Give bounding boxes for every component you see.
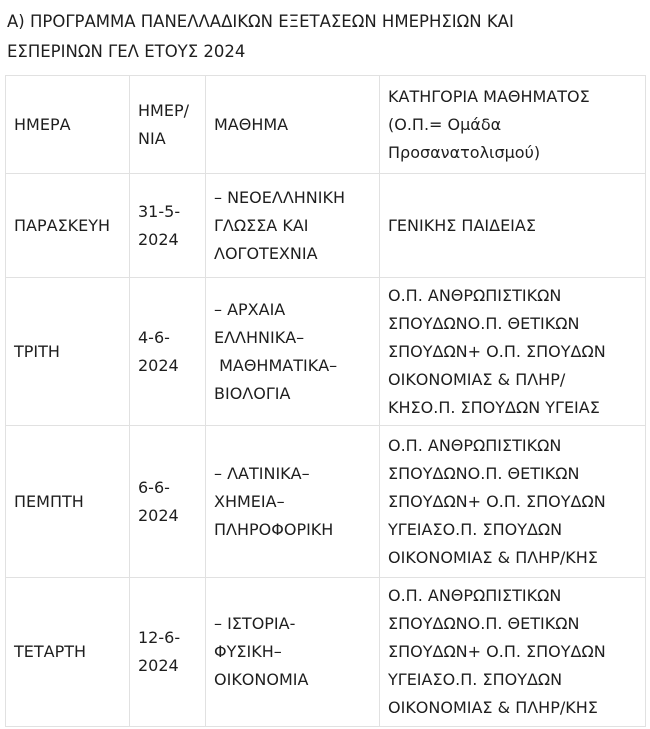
subject-line: ΕΛΛΗΝΙΚΑ–: [214, 327, 305, 347]
subject-line: – ΛΑΤΙΝΙΚΑ–: [214, 463, 310, 483]
category-line: ΣΠΟΥΔΩΝ+ Ο.Π. ΣΠΟΥΔΩΝ: [388, 491, 606, 511]
category-line: ΥΓΕΙΑΣΟ.Π. ΣΠΟΥΔΩΝ: [388, 519, 563, 539]
table-row: [6, 578, 646, 727]
category-line: ΥΓΕΙΑΣΟ.Π. ΣΠΟΥΔΩΝ: [388, 670, 563, 689]
schedule-heading: [7, 7, 607, 67]
day-cell: [6, 426, 130, 578]
subject-line: ΟΙΚΟΝΟΜΙΑ: [214, 670, 309, 689]
header-category-line: Προσανατολισμού): [388, 142, 541, 162]
category-line: ΟΙΚΟΝΟΜΙΑΣ & ΠΛΗΡ/: [388, 369, 566, 389]
category-line: ΣΠΟΥΔΩΝΟ.Π. ΘΕΤΙΚΩΝ: [388, 463, 580, 483]
subject-cell: [206, 426, 380, 578]
subject-cell: [206, 278, 380, 426]
subject-line: – ΙΣΤΟΡΙΑ-: [214, 614, 296, 633]
date-line: 4-6-: [138, 327, 170, 347]
date-line: 2024: [138, 656, 179, 675]
date-line: 12-6-: [138, 628, 181, 647]
header-row: [6, 76, 646, 174]
subject-line: ΒΙΟΛΟΓΙΑ: [214, 383, 291, 403]
date-cell: [130, 174, 206, 278]
day-text: ΠΕΜΠΤΗ: [14, 491, 84, 511]
subject-line: ΧΗΜΕΙΑ–: [214, 491, 285, 511]
day-cell: [6, 578, 130, 727]
header-category: [380, 76, 646, 174]
category-line: Ο.Π. ΑΝΘΡΩΠΙΣΤΙΚΩΝ: [388, 435, 562, 455]
table-row: [6, 278, 646, 426]
subject-line: ΜΑΘΗΜΑΤΙΚΑ–: [214, 355, 338, 375]
heading-line-1: Α) ΠΡΟΓΡΑΜΜΑ ΠΑΝΕΛΛΑΔΙΚΩΝ ΕΞΕΤΑΣΕΩΝ ΗΜΕΡΗΣΙΩΝ ΚΑΙ: [7, 12, 514, 31]
category-line: Ο.Π. ΑΝΘΡΩΠΙΣΤΙΚΩΝ: [388, 586, 562, 605]
category-line: ΟΙΚΟΝΟΜΙΑΣ & ΠΛΗΡ/ΚΗΣ: [388, 547, 598, 567]
date-line: 31-5-: [138, 201, 181, 221]
category-line: ΓΕΝΙΚΗΣ ΠΑΙΔΕΙΑΣ: [388, 215, 536, 235]
date-line: 6-6-: [138, 477, 170, 497]
day-cell: [6, 278, 130, 426]
header-day: [6, 76, 130, 174]
header-day-label: ΗΜΕΡΑ: [14, 114, 71, 134]
header-category-line: ΚΑΤΗΓΟΡΙΑ ΜΑΘΗΜΑΤΟΣ: [388, 86, 590, 106]
subject-line: ΓΛΩΣΣΑ ΚΑΙ: [214, 215, 309, 235]
subject-line: – ΑΡΧΑΙΑ: [214, 299, 286, 319]
subject-cell: [206, 578, 380, 727]
heading-line-2: ΕΣΠΕΡΙΝΩΝ ΓΕΛ ΕΤΟΥΣ 2024: [7, 42, 246, 61]
header-subject-label: ΜΑΘΗΜΑ: [214, 114, 289, 134]
header-subject: [206, 76, 380, 174]
subject-line: – ΝΕΟΕΛΛΗΝΙΚΗ: [214, 187, 345, 207]
category-line: Ο.Π. ΑΝΘΡΩΠΙΣΤΙΚΩΝ: [388, 285, 562, 305]
subject-line: ΦΥΣΙΚΗ–: [214, 642, 282, 661]
table-row: [6, 426, 646, 578]
day-cell: [6, 174, 130, 278]
category-line: ΟΙΚΟΝΟΜΙΑΣ & ΠΛΗΡ/ΚΗΣ: [388, 698, 598, 717]
subject-line: ΠΛΗΡΟΦΟΡΙΚΗ: [214, 519, 334, 539]
date-line: 2024: [138, 355, 179, 375]
subject-line: ΛΟΓΟΤΕΧΝΙΑ: [214, 243, 318, 263]
date-line: 2024: [138, 505, 179, 525]
category-line: ΣΠΟΥΔΩΝΟ.Π. ΘΕΤΙΚΩΝ: [388, 614, 580, 633]
category-cell: [380, 578, 646, 727]
header-date-line: ΗΜΕΡ/: [138, 100, 189, 120]
day-text: ΠΑΡΑΣΚΕΥΗ: [14, 215, 111, 235]
exam-schedule-table: [5, 75, 646, 727]
date-cell: [130, 426, 206, 578]
subject-cell: [206, 174, 380, 278]
date-cell: [130, 578, 206, 727]
day-text: ΤΡΙΤΗ: [14, 341, 60, 361]
category-line: ΣΠΟΥΔΩΝΟ.Π. ΘΕΤΙΚΩΝ: [388, 313, 580, 333]
category-line: ΚΗΣΟ.Π. ΣΠΟΥΔΩΝ ΥΓΕΙΑΣ: [388, 397, 600, 417]
date-line: 2024: [138, 229, 179, 249]
day-text: ΤΕΤΑΡΤΗ: [14, 642, 87, 661]
date-cell: [130, 278, 206, 426]
header-category-line: (Ο.Π.= Ομάδα: [388, 114, 502, 134]
category-line: ΣΠΟΥΔΩΝ+ Ο.Π. ΣΠΟΥΔΩΝ: [388, 642, 606, 661]
category-cell: [380, 426, 646, 578]
header-date-line: ΝΙΑ: [138, 128, 166, 148]
category-cell: [380, 278, 646, 426]
category-line: ΣΠΟΥΔΩΝ+ Ο.Π. ΣΠΟΥΔΩΝ: [388, 341, 606, 361]
table-row: [6, 174, 646, 278]
category-cell: [380, 174, 646, 278]
header-date: [130, 76, 206, 174]
